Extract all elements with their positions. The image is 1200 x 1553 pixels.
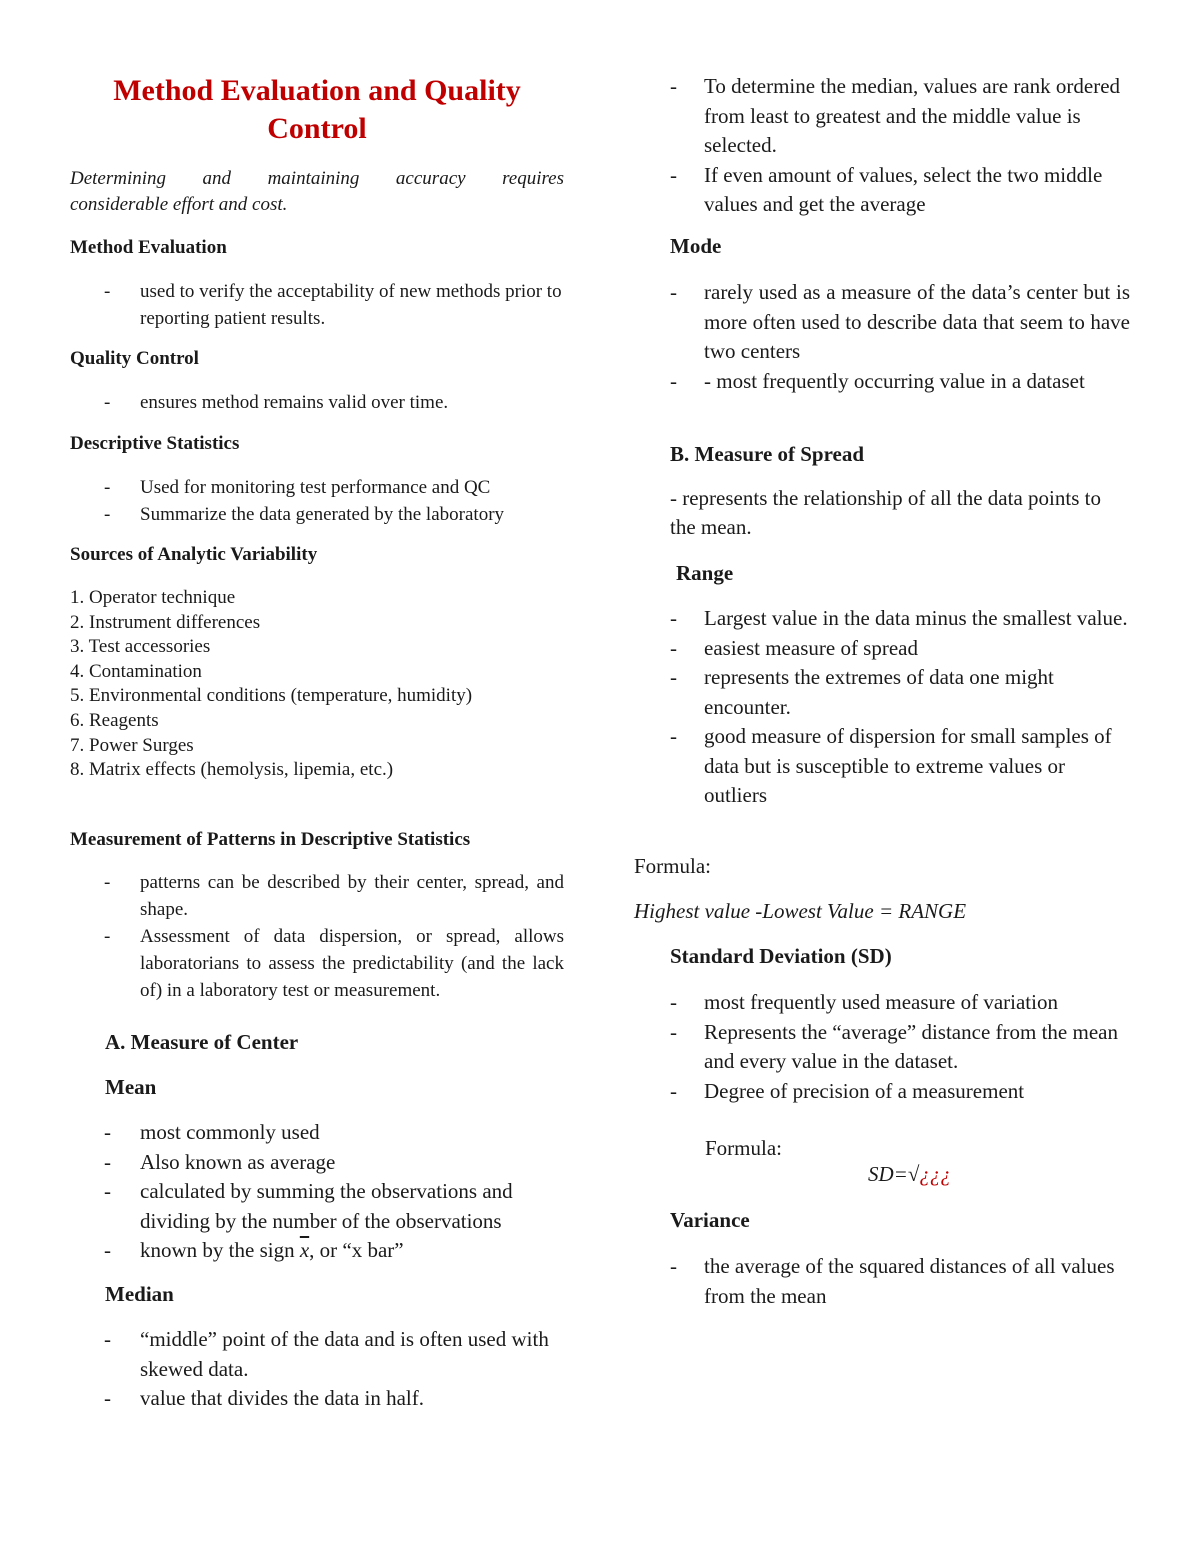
- list-item: - represents the extremes of data one might encounter.: [670, 665, 1054, 719]
- list-item: 2. Instrument differences: [70, 611, 261, 633]
- list-item: 1. Operator technique: [70, 587, 236, 608]
- list-item: - Represents the “average” distance from the mean and every value in the dataset.: [670, 1019, 1118, 1073]
- method-evaluation-heading: Method Evaluation: [70, 237, 227, 258]
- median-list-continued: [634, 72, 1130, 220]
- measure-of-center-heading: A. Measure of Center: [105, 1030, 299, 1054]
- list-item: - ensures method remains valid over time.: [104, 392, 449, 413]
- list-item: - known by the sign $\overline{x}$, or “x bar”: [104, 1238, 404, 1262]
- variance-list: [634, 1252, 1130, 1311]
- list-item: - value that divides the data in half.: [104, 1386, 424, 1410]
- quality-control-list: [70, 389, 564, 416]
- intro-text: [70, 166, 564, 218]
- range-heading: Range: [676, 561, 734, 585]
- list-item: 4. Contamination: [70, 660, 202, 682]
- list-item: - Largest value in the data minus the smallest value.: [670, 606, 1128, 630]
- patterns-list: [70, 869, 564, 1004]
- list-item: 6. Reagents: [70, 709, 159, 731]
- sources-list: [70, 586, 564, 783]
- sd-formula: SD=√¿¿¿: [868, 1162, 951, 1186]
- descriptive-statistics-list: [70, 474, 564, 528]
- list-item: - Used for monitoring test performance and QC: [104, 477, 491, 498]
- descriptive-statistics-heading: Descriptive Statistics: [70, 433, 240, 454]
- list-item: - good measure of dispersion for small samples of data but is susceptible to extreme values or outliers: [670, 724, 1112, 807]
- quality-control-heading: Quality Control: [70, 348, 199, 369]
- list-item: - calculated by summing the observations and dividing by the number of the observations: [104, 1179, 513, 1233]
- list-item: - rarely used as a measure of the data’s center but is more often used to describe data that seem to have two centers: [670, 280, 1130, 363]
- list-item: 5. Environmental conditions (temperature, humidity): [70, 685, 473, 707]
- intro-line-2: considerable effort and cost.: [70, 194, 288, 215]
- list-item: 8. Matrix effects (hemolysis, lipemia, etc.): [70, 759, 394, 781]
- sources-heading: Sources of Analytic Variability: [70, 544, 318, 565]
- range-list: [634, 604, 1130, 811]
- method-evaluation-list: [70, 278, 564, 332]
- list-item: - patterns can be described by their center, spread, and shape.: [104, 872, 564, 920]
- list-item: - easiest measure of spread: [670, 635, 918, 660]
- median-list: [70, 1325, 564, 1414]
- variance-heading: Variance: [670, 1208, 750, 1232]
- range-formula-label: Formula:: [634, 854, 711, 878]
- list-item: - the average of the squared distances of all values from the mean: [670, 1254, 1115, 1308]
- list-item: - used to verify the acceptability of new methods prior to reporting patient results.: [104, 281, 562, 329]
- list-item: - To determine the median, values are rank ordered from least to greatest and the middle value is selected.: [670, 74, 1121, 157]
- range-formula: Highest value -Lowest Value = RANGE: [634, 899, 967, 923]
- list-item: - - most frequently occurring value in a dataset: [670, 368, 1085, 393]
- list-item: - “middle” point of the data and is often used with skewed data.: [104, 1327, 549, 1381]
- list-item: - most commonly used: [104, 1120, 320, 1144]
- page-title: Method Evaluation and Quality Control: [113, 74, 521, 145]
- patterns-heading: Measurement of Patterns in Descriptive Statistics: [70, 829, 471, 850]
- list-item: - Degree of precision of a measurement: [670, 1078, 1025, 1103]
- list-item: - Assessment of data dispersion, or spread, allows laboratorians to assess the predictability (and the lack of) in a laboratory test or measurement.: [104, 926, 564, 1001]
- x-bar-symbol: $\overline{x}$: [299, 1238, 310, 1262]
- standard-deviation-list: [634, 988, 1130, 1106]
- list-item: 7. Power Surges: [70, 734, 194, 756]
- mode-heading: Mode: [670, 234, 722, 258]
- intro-line-1: Determining and maintaining accuracy requires: [70, 168, 564, 189]
- sd-formula-label: Formula:: [705, 1136, 782, 1160]
- mean-heading: Mean: [105, 1075, 157, 1099]
- measure-of-spread-heading: B. Measure of Spread: [670, 442, 865, 466]
- mode-list: [634, 278, 1130, 396]
- list-item: 3. Test accessories: [70, 636, 211, 658]
- list-item: - Summarize the data generated by the laboratory: [104, 504, 505, 525]
- list-item: - If even amount of values, select the two middle values and get the average: [670, 162, 1103, 216]
- standard-deviation-heading: Standard Deviation (SD): [670, 944, 892, 968]
- list-item: - most frequently used measure of variation: [670, 990, 1058, 1014]
- spread-description: - represents the relationship of all the data points to the mean.: [670, 486, 1101, 539]
- mean-list: [70, 1118, 564, 1266]
- list-item: - Also known as average: [104, 1149, 336, 1174]
- median-heading: Median: [105, 1282, 174, 1306]
